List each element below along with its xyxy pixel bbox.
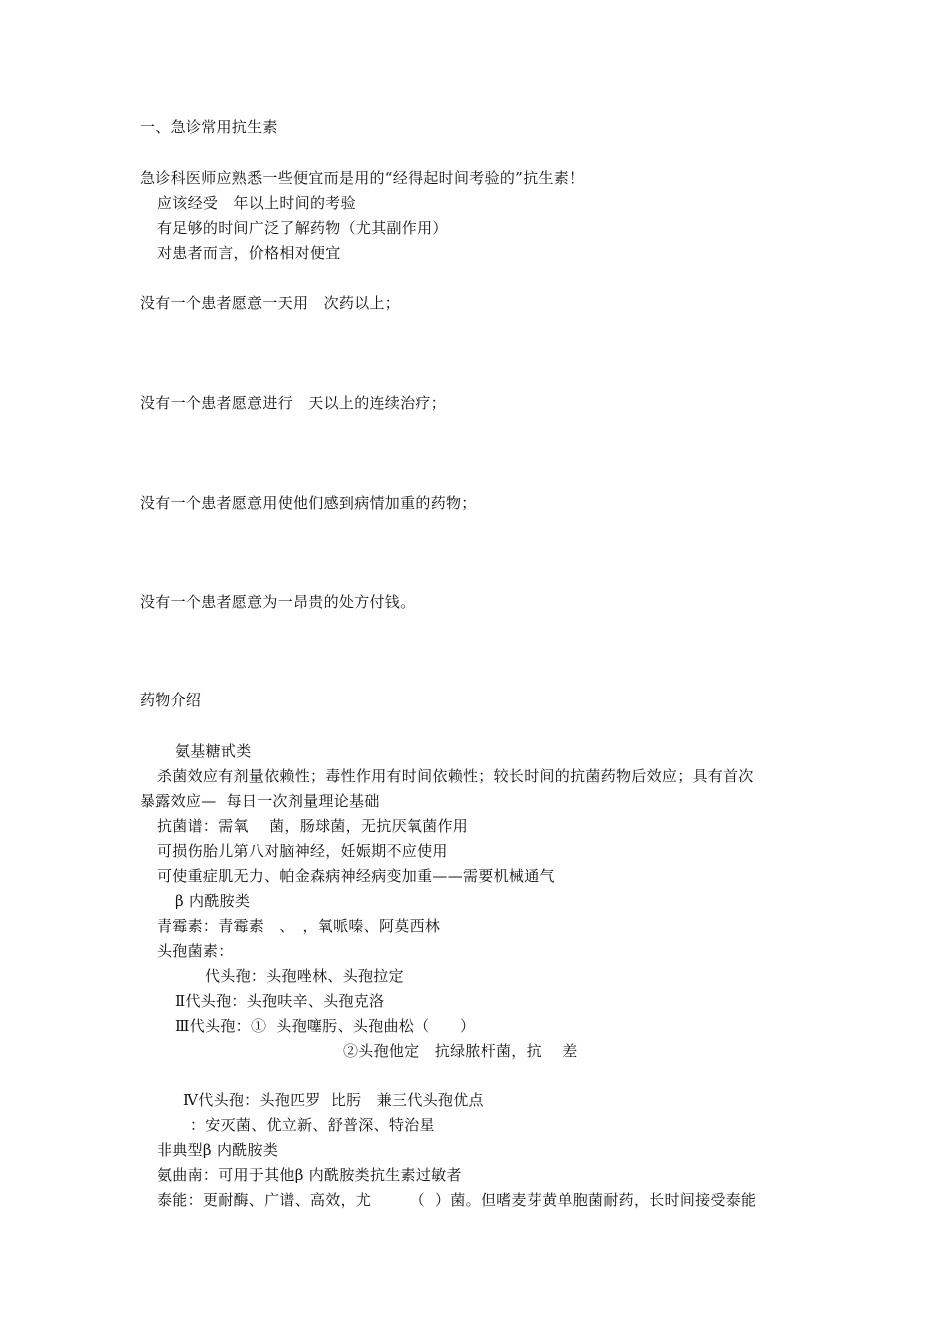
point-price: 对患者而言，价格相对便宜	[157, 244, 341, 262]
cephalosporin-gen3: Ⅲ代头孢：① 头孢噻肟、头孢曲松（ ）	[175, 1017, 476, 1035]
section-heading-drug-intro: 药物介绍	[140, 691, 202, 709]
tienam-line: 泰能：更耐酶、广谱、高效，尤 （ ）菌。但嗜麦芽黄单胞菌耐药，长时间接受泰能	[157, 1191, 757, 1209]
aminoglycosides-myasthenia-warning: 可使重症肌无力、帕金森病神经病变加重——需要机械通气	[157, 867, 555, 885]
atypical-beta-lactams-title: 非典型β 内酰胺类	[157, 1141, 279, 1159]
aminoglycosides-effects: 杀菌效应有剂量依赖性；毒性作用有时间依赖性；较长时间的抗菌药物后效应；具有首次	[157, 767, 754, 785]
cephalosporin-gen1: 代头孢：头孢唑林、头孢拉定	[205, 967, 404, 985]
intro-paragraph: 急诊科医师应熟悉一些便宜而是用的“经得起时间考验的”抗生素！	[140, 169, 585, 187]
aztreonam-line: 氨曲南：可用于其他β 内酰胺类抗生素过敏者	[157, 1166, 462, 1184]
statement-treatment-duration: 没有一个患者愿意进行 天以上的连续治疗；	[140, 394, 447, 412]
cephalosporin-gen2: Ⅱ代头孢：头孢呋辛、头孢克洛	[175, 992, 385, 1010]
cephalosporin-gen4: Ⅳ代头孢：头孢匹罗 比肟 兼三代头孢优点	[183, 1091, 484, 1109]
statement-expensive-prescription: 没有一个患者愿意为一昂贵的处方付钱。	[140, 593, 416, 611]
statement-side-effect-drugs: 没有一个患者愿意用使他们感到病情加重的药物；	[140, 494, 477, 512]
section-heading-antibiotics: 一、急诊常用抗生素	[140, 118, 278, 136]
aminoglycosides-spectrum: 抗菌谱：需氧 菌，肠球菌，无抗厌氧菌作用	[157, 817, 469, 835]
penicillin-line: 青霉素：青霉素 、 ，氧哌嗪、阿莫西林	[157, 917, 441, 935]
combination-drugs-line: ：安灭菌、优立新、舒普深、特治星	[190, 1116, 435, 1134]
beta-lactams-title: β 内酰胺类	[175, 892, 251, 910]
point-side-effects: 有足够的时间广泛了解药物（尤其副作用）	[157, 219, 448, 237]
aminoglycosides-nerve-warning: 可损伤胎儿第八对脑神经，妊娠期不应使用	[157, 842, 448, 860]
aminoglycosides-title: 氨基糖甙类	[175, 742, 252, 760]
point-time-tested: 应该经受 年以上时间的考验	[157, 194, 356, 212]
aminoglycosides-effects-cont: 暴露效应— 每日一次剂量理论基础	[140, 792, 380, 810]
statement-dosing-frequency: 没有一个患者愿意一天用 次药以上；	[140, 294, 401, 312]
cephalosporin-label: 头孢菌素：	[157, 942, 234, 960]
cephalosporin-gen3-ceftazidime: ②头孢他定 抗绿脓杆菌，抗 差	[343, 1042, 578, 1060]
